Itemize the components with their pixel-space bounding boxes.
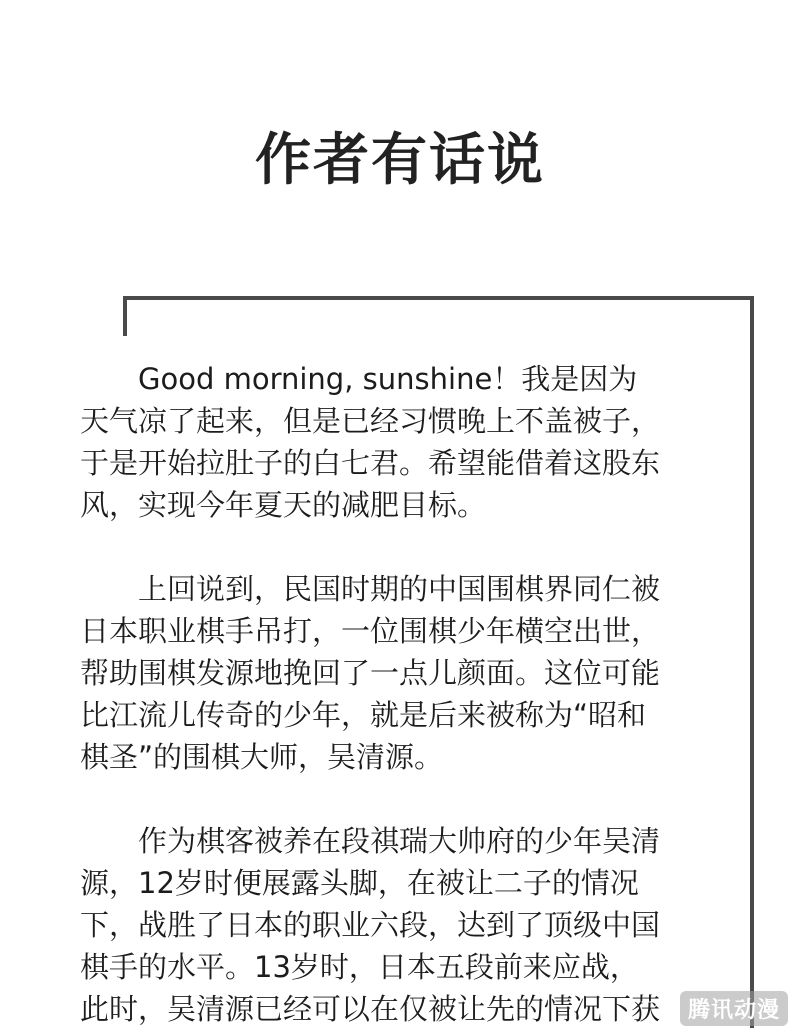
article-body	[80, 358, 730, 1028]
paragraph: Good morning, sunshine！我是因为 天气凉了起来，但是已经习惯晚上不盖被子， 于是开始拉肚子的白七君。希望能借着这股东 风，实现今年夏天的减肥目标。	[80, 362, 661, 522]
paragraph: 上回说到，民国时期的中国围棋界同仁被 日本职业棋手吊打，一位围棋少年横空出世， 帮助围棋发源地挽回了一点儿颜面。这位可能 比江流儿传奇的少年，就是后来被称为“昭和 棋圣”的围棋大师，吴清源。	[80, 572, 661, 774]
paragraph: 作为棋客被养在段祺瑞大帅府的少年吴清 源，12岁时便展露头脚，在被让二子的情况 下，战胜了日本的职业六段，达到了顶级中国 棋手的水平。13岁时，日本五段前来应战， 此时，吴清源已经可以在仅被让先的情况下获	[80, 824, 661, 1026]
watermark-logo: 腾讯动漫	[680, 991, 788, 1026]
page-title: 作者有话说	[255, 127, 545, 193]
frame-corner-mark	[123, 296, 127, 336]
